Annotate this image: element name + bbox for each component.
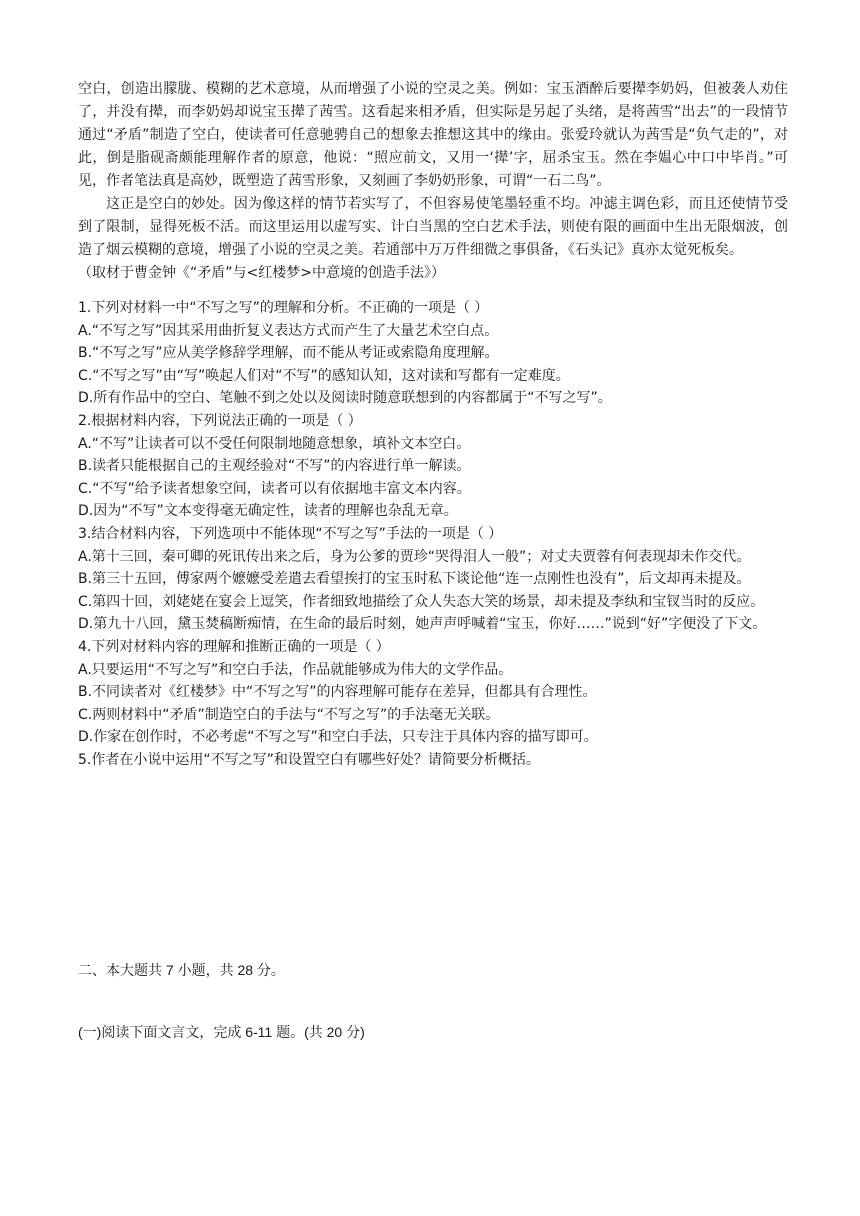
passage-paragraph: 这正是空白的妙处。因为像这样的情节若实写了，不但容易使笔墨轻重不均。冲滤主调色彩，而且还使情节受到了限制，显得死板不活。而这里运用以虚写实、计白当黑的空白艺术手法，则使有限的画面中生出无限烟波，创造了烟云模糊的意境，增强了小说的空灵之美。若通部中万万件细微之事俱备，《石头记》真亦太觉死板矣。 (78, 196, 788, 258)
question-option: C.“不写之写”由“写”唤起人们对“不写”的感知认知，这对读和写都有一定难度。 (78, 367, 570, 384)
question-option: D.第九十八回，黛玉焚稿断痴情，在生命的最后时刻，她声声呼喊着“宝玉，你好……”说到“好”字便没了下文。 (78, 616, 767, 633)
question-option: A.“不写”让读者可以不受任何限制地随意想象，填补文本空白。 (78, 435, 471, 452)
section-heading: 二、本大题共 7 小题，共 28 分。 (78, 962, 285, 978)
question-option: B.第三十五回，傅家两个嬷嬷受差遣去看望挨打的宝玉时私下谈论他“连一点刚性也没有”，后文却再未提及。 (78, 571, 751, 588)
question-option: D.所有作品中的空白、笔触不到之处以及阅读时随意联想到的内容都属于“不写之写”。 (78, 390, 612, 407)
question-stem: 5.作者在小说中运用“不写之写”和设置空白有哪些好处？请简要分析概括。 (78, 751, 540, 768)
question-stem: 3.结合材料内容，下列选项中不能体现“不写之写”手法的一项是（ ） (78, 525, 503, 542)
question-option: B.“不写之写”应从美学修辞学理解，而不能从考证或索隐角度理解。 (78, 345, 499, 362)
question-option: A.第十三回，秦可卿的死讯传出来之后，身为公爹的贾珍“哭得泪人一般”；对丈夫贾蓉有何表现却未作交代。 (78, 548, 751, 565)
question-option: B.读者只能根据自己的主观经验对“不写”的内容进行单一解读。 (78, 458, 471, 475)
document-body (78, 78, 788, 771)
subsection-heading: (一)阅读下面文言文，完成 6-11 题。(共 20 分) (78, 1024, 365, 1040)
question-stem: 4.下列对材料内容的理解和推断正确的一项是（ ） (78, 638, 390, 655)
question-option: B.不同读者对《红楼梦》中“不写之写”的内容理解可能存在差异，但都具有合理性。 (78, 684, 597, 701)
question-list (78, 297, 788, 771)
question-option: A.只要运用“不写之写”和空白手法，作品就能够成为伟大的文学作品。 (78, 661, 513, 678)
question-option: A.“不写之写”因其采用曲折复义表达方式而产生了大量艺术空白点。 (78, 322, 499, 339)
passage-paragraph: 空白，创造出朦胧、模糊的艺术意境，从而增强了小说的空灵之美。例如：宝玉酒醉后要撵李奶妈，但被袭人劝住了，并没有撵，而李奶妈却说宝玉撵了茜雪。这看起来相矛盾，但实际是另起了头绪，是将茜雪“出去”的一段情节通过“矛盾”制造了空白，使读者可任意驰骋自己的想象去推想这其中的缘由。张爱玲就认为茜雪是“负气走的”，对此，倒是脂砚斋颇能理解作者的原意，他说：“照应前文，又用一‘撵’字，屈杀宝玉。然在李媪心中口中毕肖。”可见，作者笔法真是高妙，既塑造了茜雪形象，又刻画了李奶奶形象，可谓“一石二鸟”。 (78, 81, 788, 189)
question-option: C.“不写”给予读者想象空间，读者可以有依据地丰富文本内容。 (78, 480, 471, 497)
question-option: D.作家在创作时，不必考虑“不写之写”和空白手法，只专注于具体内容的描写即可。 (78, 729, 598, 746)
question-stem: 2.根据材料内容，下列说法正确的一项是（ ） (78, 412, 362, 429)
question-option: C.两则材料中“矛盾”制造空白的手法与“不写之写”的手法毫无关联。 (78, 706, 500, 723)
passage-source: （取材于曹金钟《“矛盾”与<红楼梦>中意境的创造手法》） (78, 265, 445, 281)
question-option: C.第四十回，刘姥姥在宴会上逗笑，作者细致地描绘了众人失态大笑的场景，却未提及李纨和宝钗当时的反应。 (78, 593, 765, 610)
question-option: D.因为“不写”文本变得毫无确定性，读者的理解也杂乱无章。 (78, 503, 458, 520)
question-stem: 1.下列对材料一中“不写之写”的理解和分析。不正确的一项是（ ） (78, 300, 489, 316)
